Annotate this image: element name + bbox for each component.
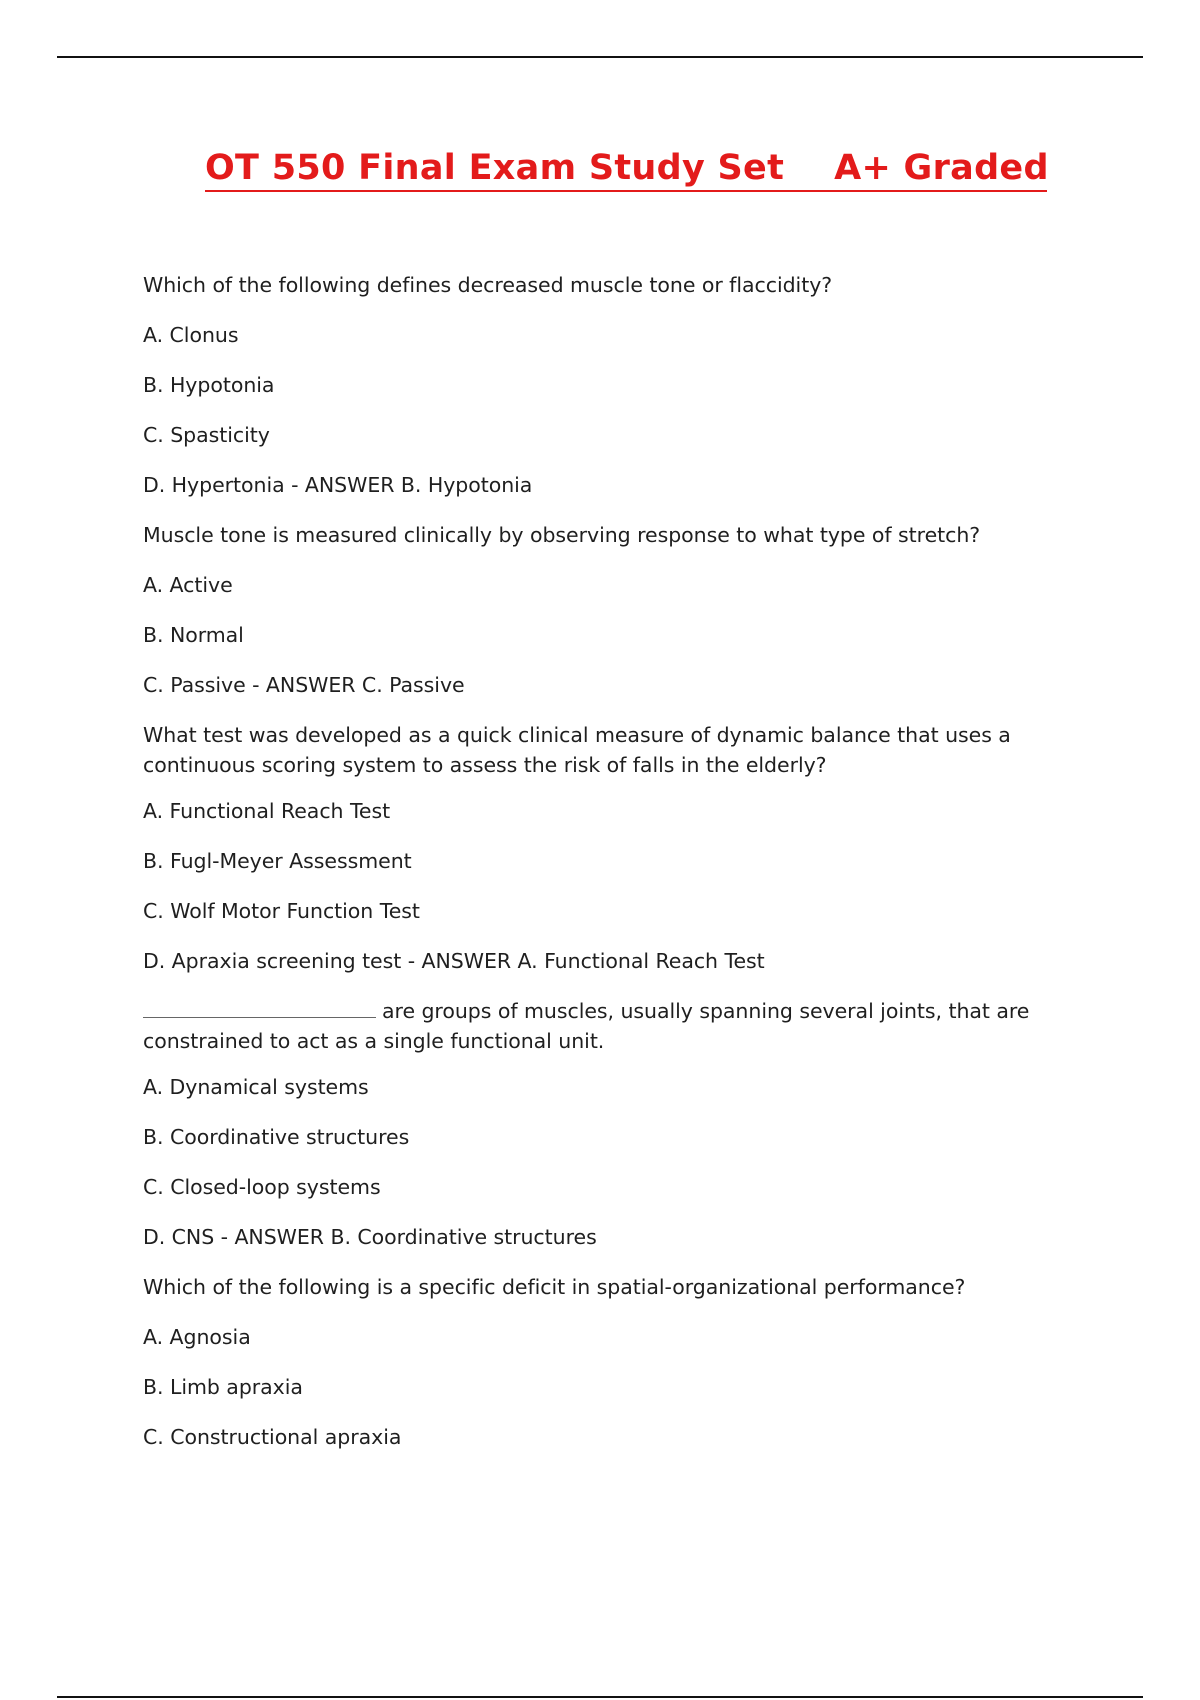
answer-option: A. Dynamical systems	[143, 1075, 369, 1099]
answer-option: B. Hypotonia	[143, 373, 275, 397]
answer-option: C. Closed-loop systems	[143, 1175, 381, 1199]
answer-option: C. Wolf Motor Function Test	[143, 899, 420, 923]
answer-option-with-key: D. Hypertonia - ANSWER B. Hypotonia	[143, 473, 533, 497]
answer-option: B. Fugl-Meyer Assessment	[143, 849, 412, 873]
question-stem-text: are groups of muscles, usually spanning several joints, that are constrained to act as a single functional unit.	[143, 999, 1030, 1053]
answer-option: C. Spasticity	[143, 423, 270, 447]
answer-option: A. Agnosia	[143, 1325, 251, 1349]
answer-option-with-key: C. Passive - ANSWER C. Passive	[143, 673, 465, 697]
top-rule	[57, 56, 1143, 58]
answer-option: A. Active	[143, 573, 233, 597]
question-stem: Muscle tone is measured clinically by observing response to what type of stretch?	[143, 523, 981, 547]
answer-option-with-key: D. Apraxia screening test - ANSWER A. Functional Reach Test	[143, 949, 765, 973]
question-stem: Which of the following defines decreased muscle tone or flaccidity?	[143, 273, 833, 297]
answer-option-with-key: D. CNS - ANSWER B. Coordinative structures	[143, 1225, 597, 1249]
bottom-rule	[57, 1696, 1143, 1698]
answer-option: C. Constructional apraxia	[143, 1425, 402, 1449]
question-stem: What test was developed as a quick clinical measure of dynamic balance that uses a continuous scoring system to assess the risk of falls in the elderly?	[143, 723, 1011, 777]
answer-option: B. Limb apraxia	[143, 1375, 303, 1399]
answer-option: B. Normal	[143, 623, 244, 647]
question-stem-fill-blank	[143, 996, 1073, 1056]
document-title: OT 550 Final Exam Study Set A+ Graded	[205, 146, 1047, 192]
answer-option: B. Coordinative structures	[143, 1125, 410, 1149]
fill-in-blank-line	[143, 999, 376, 1018]
question-stem: Which of the following is a specific deficit in spatial-organizational performance?	[143, 1275, 966, 1299]
answer-option: A. Functional Reach Test	[143, 799, 391, 823]
answer-option: A. Clonus	[143, 323, 239, 347]
question-list	[143, 270, 1073, 1472]
